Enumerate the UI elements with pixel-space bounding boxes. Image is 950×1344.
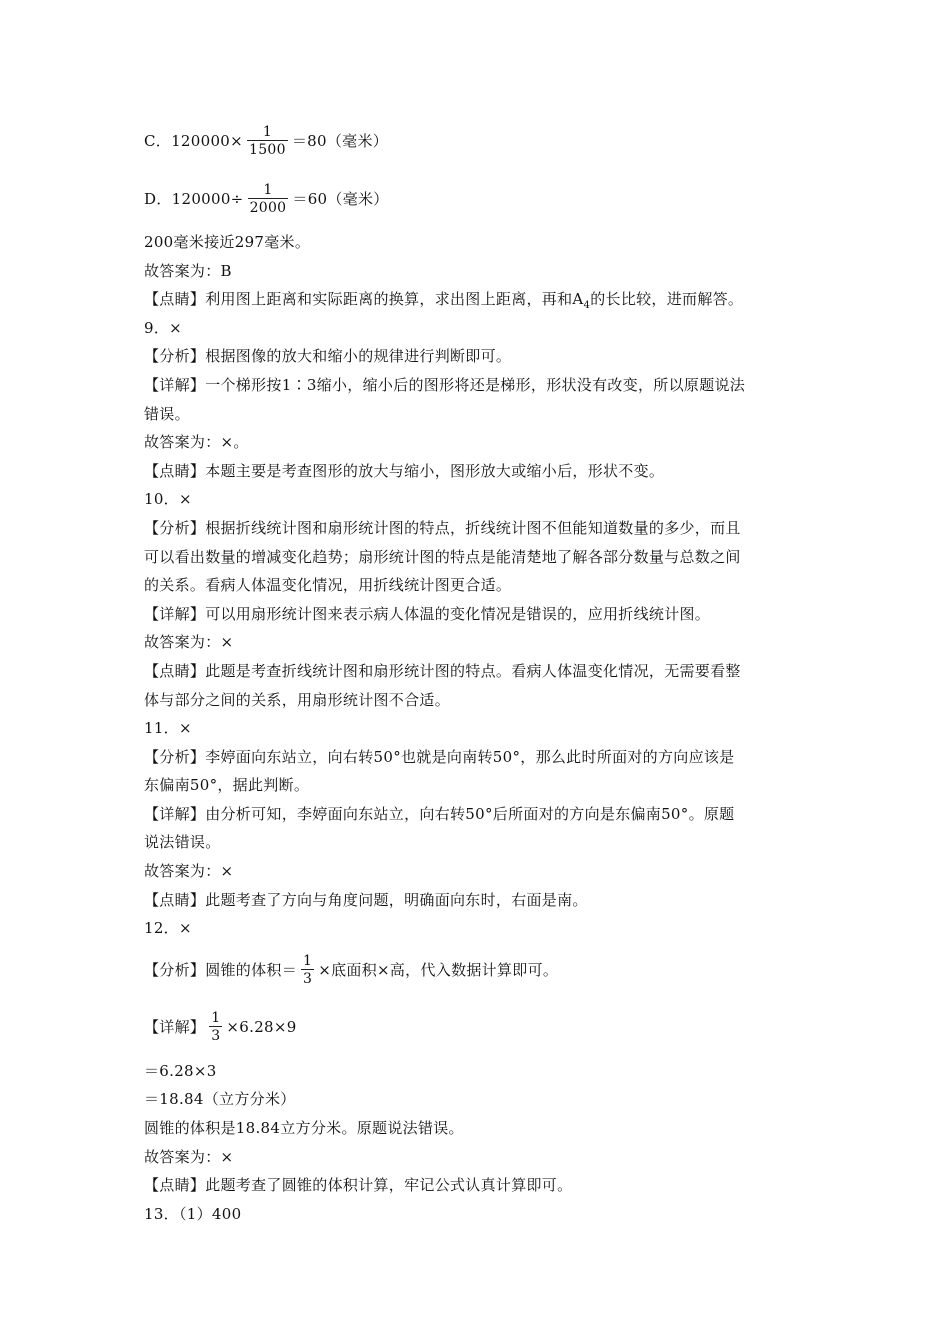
option-c-line	[144, 112, 824, 170]
question-number: 10．×	[144, 490, 192, 509]
answer-line: 故答案为：×	[144, 633, 234, 652]
detail-line: 【详解】由分析可知，李婷面向东站立，向右转50°后所面对的方向是东偏南50°。原题	[144, 804, 735, 823]
fraction-c-numerator: 1	[262, 123, 273, 140]
text-line: 圆锥的体积是18.84立方分米。原题说法错误。	[144, 1119, 464, 1138]
detail-formula-line	[144, 997, 824, 1057]
fraction-d-denominator: 2000	[249, 200, 287, 216]
question-number: 11．×	[144, 719, 192, 738]
note-line: 【点睛】此题考查了方向与角度问题，明确面向东时，右面是南。	[144, 890, 588, 909]
note-subscript: 4	[583, 300, 591, 312]
note-line: 体与部分之间的关系，用扇形统计图不合适。	[144, 690, 451, 709]
note-line: 【点睛】此题考查了圆锥的体积计算，牢记公式认真计算即可。	[144, 1176, 573, 1195]
fraction-numerator: 1	[303, 952, 313, 969]
question-number: 9．×	[144, 318, 183, 337]
analysis-line: 东偏南50°，据此判断。	[144, 776, 310, 795]
analysis-formula-prefix: 【分析】圆锥的体积＝	[144, 960, 298, 979]
answer-line: 故答案为：×	[144, 1147, 234, 1166]
question-number: 12．×	[144, 919, 192, 938]
option-d-suffix: ＝60（毫米）	[292, 189, 389, 208]
fraction-numerator: 1	[211, 1009, 221, 1026]
fraction-d	[248, 182, 289, 216]
note-text-b: 的长比较，进而解答。	[590, 290, 744, 309]
answer-line: 故答案为：×。	[144, 433, 249, 452]
fraction-one-third	[209, 1010, 222, 1044]
analysis-formula-suffix: ×底面积×高，代入数据计算即可。	[318, 960, 559, 979]
detail-line: 错误。	[144, 404, 190, 423]
answer-line: 故答案为：B	[144, 261, 232, 280]
question-number: 13．（1）400	[144, 1204, 242, 1223]
fraction-c	[247, 124, 288, 158]
analysis-line: 的关系。看病人体温变化情况，用折线统计图更合适。	[144, 576, 512, 595]
detail-formula-suffix: ×6.28×9	[226, 1017, 297, 1036]
analysis-line: 【分析】根据折线统计图和扇形统计图的特点，折线统计图不但能知道数量的多少，而且	[144, 518, 741, 537]
detail-line: 说法错误。	[144, 833, 221, 852]
note-line: 【点睛】此题是考查折线统计图和扇形统计图的特点。看病人体温变化情况，无需要看整	[144, 661, 741, 680]
calc-line: ＝18.84（立方分米）	[144, 1090, 296, 1109]
fraction-one-third	[301, 953, 314, 987]
text-line: 200毫米接近297毫米。	[144, 233, 311, 251]
note-line: 【点睛】本题主要是考查图形的放大与缩小，图形放大或缩小后，形状不变。	[144, 461, 665, 480]
detail-line: 【详解】一个梯形按1∶3缩小，缩小后的图形将还是梯形，形状没有改变，所以原题说法	[144, 375, 746, 394]
option-d-prefix: D．120000÷	[144, 189, 244, 208]
detail-line: 【详解】可以用扇形统计图来表示病人体温的变化情况是错误的，应用折线统计图。	[144, 604, 711, 623]
fraction-c-denominator: 1500	[249, 142, 286, 158]
document-page	[144, 112, 824, 1228]
note-line	[144, 285, 824, 314]
option-d-line	[144, 170, 824, 228]
option-c-suffix: ＝80（毫米）	[291, 131, 389, 150]
detail-formula-prefix: 【详解】	[144, 1017, 206, 1036]
fraction-denominator: 3	[211, 1027, 221, 1044]
analysis-line: 【分析】根据图像的放大和缩小的规律进行判断即可。	[144, 347, 512, 366]
option-c-prefix: C．120000×	[144, 131, 244, 150]
analysis-line: 【分析】李婷面向东站立，向右转50°也就是向南转50°，那么此时所面对的方向应该是	[144, 747, 735, 766]
calc-line: ＝6.28×3	[144, 1061, 217, 1080]
fraction-denominator: 3	[303, 970, 313, 987]
answer-line: 故答案为：×	[144, 862, 234, 881]
note-text-a: 【点睛】利用图上距离和实际距离的换算，求出图上距离，再和A	[144, 290, 584, 309]
analysis-formula-line	[144, 943, 824, 997]
fraction-d-numerator: 1	[263, 181, 273, 198]
analysis-line: 可以看出数量的增减变化趋势；扇形统计图的特点是能清楚地了解各部分数量与总数之间	[144, 547, 741, 566]
